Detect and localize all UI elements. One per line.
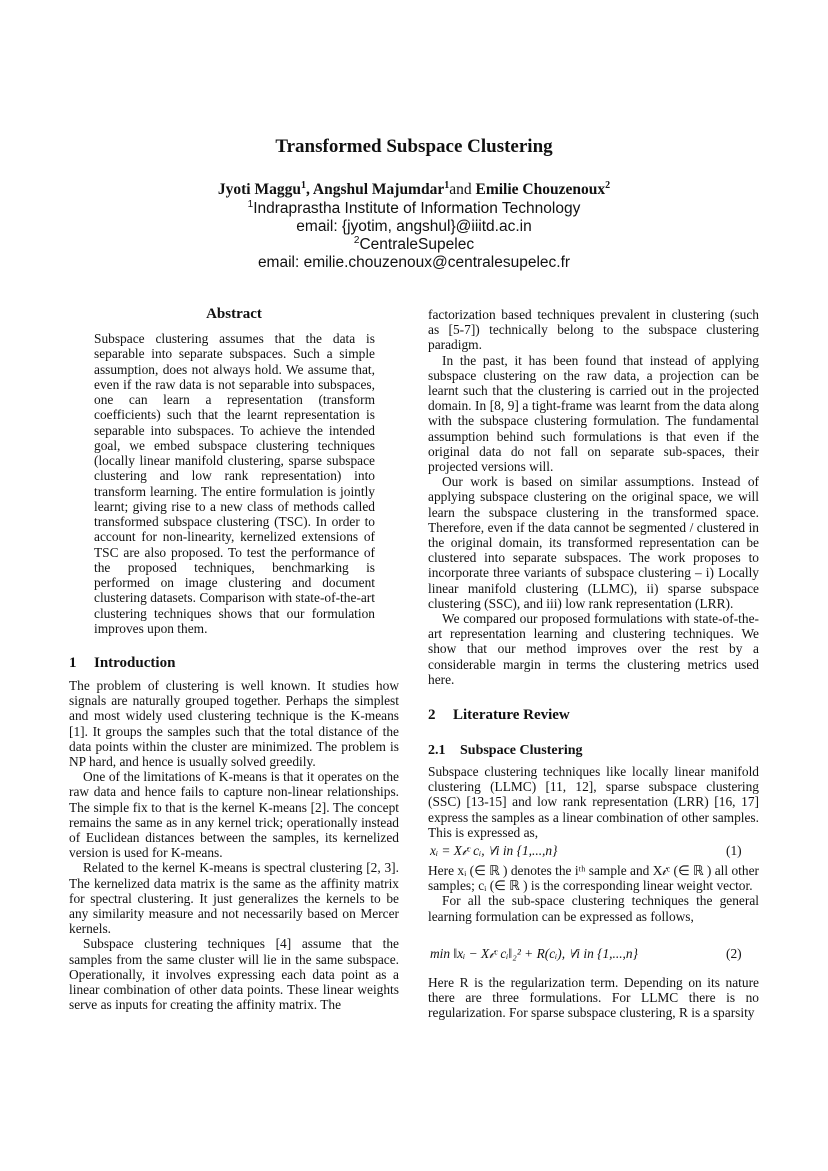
affiliation	[0, 200, 828, 218]
paragraph: The problem of clustering is well known. It studies how signals are naturally grouped together. Perhaps the simplest and most widely used clustering technique is the K-means [1]. It groups the samples such that the total distance of the data points within the cluster are minimized. The problem is NP hard, and hence is usually solved greedily.	[69, 678, 399, 770]
subsection-heading	[428, 743, 583, 759]
aff-text: CentraleSupelec	[359, 236, 475, 253]
section-number: 2	[428, 707, 436, 723]
paragraph: Here R is the regularization term. Depending on its nature there are three formulations. For LLMC there is no regularization. For sparse subspace clustering, R is a sparsity	[428, 975, 759, 1021]
author-line	[0, 181, 828, 199]
paragraph: Our work is based on similar assumptions. Instead of applying subspace clustering on the original space, we will learn the subspace clustering in the transformed space. Therefore, even if the data cannot be segmented / clustered in the original domain, its transformed representation can be clustered into separate subspaces. The work proposes to incorporate three variants of subspace clustering – i) Locally linear manifold clustering (LLMC), ii) sparse subspace clustering (SSC), and iii) low rank representation (LRR).	[428, 474, 759, 611]
paragraph: We compared our proposed formulations with state-of-the-art representation learning and clustering techniques. We show that our method improves over the rest by a considerable margin in terms the clustering metrics used here.	[428, 611, 759, 687]
equation-number: (2)	[726, 946, 742, 961]
equation-number: (1)	[726, 843, 742, 858]
paragraph: For all the sub-space clustering techniques the general learning formulation can be expressed as follows,	[428, 893, 759, 924]
aff-sup: 1	[247, 198, 254, 210]
affiliation	[0, 236, 828, 254]
author-sup: 2	[605, 179, 611, 191]
abstract-heading: Abstract	[206, 306, 262, 322]
section-heading	[428, 707, 570, 724]
author-sup: 1	[444, 179, 450, 191]
section-heading	[69, 655, 175, 672]
paper-title: Transformed Subspace Clustering	[275, 136, 553, 157]
paragraph: Subspace clustering techniques like locally linear manifold clustering (LLMC) [11, 12], sparse subspace clustering (SSC) [13-15] and low rank representation (LRR) [16, 17] express the samples as a linear combination of other samples. This is expressed as,	[428, 764, 759, 840]
lit-para	[428, 975, 759, 1021]
section-number: 1	[69, 655, 77, 671]
equation: min ‖xᵢ − X𝒾ᶜ cᵢ‖₂² + R(cᵢ), ∀i in {1,...,n}	[430, 946, 638, 961]
author-and: and	[449, 181, 476, 198]
paragraph: In the past, it has been found that instead of applying subspace clustering on the raw data, a projection can be learnt such that the clustering is carried out in the projected domain. In [8, 9] a tight-frame was learnt from the data along with the subspace clustering formulation. The fundamental assumption behind such formulations is that even if the original data do not fall on separate sub-spaces, their projected versions will.	[428, 352, 759, 475]
paragraph: Subspace clustering techniques [4] assume that the samples from the same cluster will lie in the same subspace. Operationally, it involves expressing each data point as a linear combination of other data points. These linear weights serve as inputs for creating the affinity matrix. The	[69, 936, 399, 1013]
paragraph: Here xᵢ (∈ ℝ ) denotes the iᵗʰ sample and X𝒾ᶜ (∈ ℝ ) all other samples; cᵢ (∈ ℝ ) is the corresponding linear weight vector.	[428, 863, 759, 894]
abstract-text: Subspace clustering assumes that the data is separable into separate subspaces. Such a simple assumption, does not always hold. We assume that, even if the raw data is not separable into subspaces, one can learn a representation (transform coefficients) such that the learnt representation is separable into subspaces. To achieve the intended goal, we embed subspace clustering techniques (locally linear manifold clustering, sparse subspace clustering and low rank representation) into transform learning. The entire formulation is jointly learnt; giving rise to a new class of methods called transformed subspace clustering (TSC). In order to account for non-linearity, kernelized extensions of TSC are also proposed. To test the performance of the proposed techniques, benchmarking is performed on image clustering and document clustering datasets. Comparison with state-of-the-art clustering techniques shows that our formulation improves upon them.	[94, 331, 375, 636]
right-column-body	[428, 307, 759, 687]
intro-body	[69, 678, 399, 1012]
section-title: Literature Review	[453, 707, 570, 723]
aff-sup: 2	[353, 234, 360, 246]
paragraph: factorization based techniques prevalent in clustering (such as [5-7]) technically belong to the subspace clustering paradigm.	[428, 307, 759, 353]
paragraph: Related to the kernel K-means is spectral clustering [2, 3]. The kernelized data matrix is the same as the affinity matrix for spectral clustering. It just generalizes the kernels to be any similarity measure and not necessarily based on Mercer kernels.	[69, 860, 399, 937]
subsection-title: Subspace Clustering	[460, 743, 583, 758]
author-name: , Angshul Majumdar	[305, 181, 445, 198]
subsection-number: 2.1	[428, 743, 446, 758]
author-sup: 1	[300, 179, 306, 191]
email: email: emilie.chouzenoux@centralesupelec.fr	[257, 254, 571, 271]
lit-para	[428, 863, 759, 924]
aff-text: Indraprastha Institute of Information Technology	[253, 200, 581, 217]
author-name: Jyoti Maggu	[217, 181, 301, 198]
section-title: Introduction	[94, 655, 176, 671]
author-name: Emilie Chouzenoux	[475, 181, 606, 198]
equation: xᵢ = X𝒾ᶜ cᵢ, ∀i in {1,...,n}	[430, 843, 558, 858]
paragraph: One of the limitations of K-means is that it operates on the raw data and hence fails to capture non-linear relationships. The simple fix to that is the kernel K-means [2]. The concept remains the same as in any kernel trick; operationally instead of Euclidean distances between the samples, its kernelized version is used for K-means.	[69, 769, 399, 861]
email: email: {jyotim, angshul}@iiitd.ac.in	[296, 218, 532, 235]
lit-para	[428, 764, 759, 840]
